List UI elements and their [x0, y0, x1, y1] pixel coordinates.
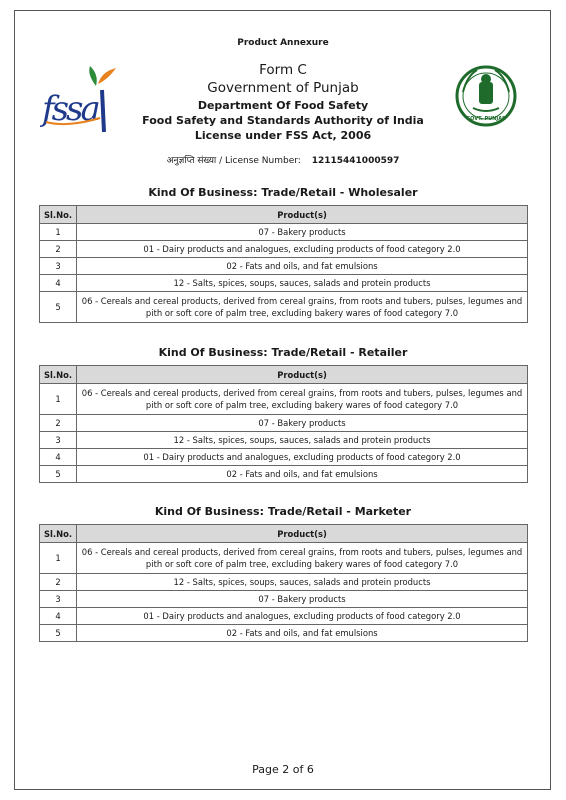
table-row: [40, 432, 528, 449]
row-product: 12 - Salts, spices, soups, sauces, salads and protein products: [77, 275, 528, 292]
table-row: [40, 591, 528, 608]
page-number: Page 2 of 6: [252, 763, 314, 776]
seal-text: GOVT. PUNJAB: [466, 116, 506, 122]
column-header-products: Product(s): [77, 525, 528, 543]
license-label: अनुज्ञप्ति संख्या / License Number:: [166, 156, 301, 166]
row-slno: 2: [40, 241, 77, 258]
table-row: [40, 543, 528, 574]
row-product: 12 - Salts, spices, soups, sauces, salads and protein products: [77, 574, 528, 591]
table-row: [40, 258, 528, 275]
department-title: Department Of Food Safety: [197, 99, 369, 112]
row-product: 01 - Dairy products and analogues, excluding products of food category 2.0: [77, 449, 528, 466]
row-slno: 1: [40, 543, 77, 574]
form-title: Form C: [259, 62, 307, 78]
column-header-slno: Sl.No.: [40, 366, 77, 384]
table-row: [40, 224, 528, 241]
row-product: 07 - Bakery products: [77, 415, 528, 432]
row-slno: 4: [40, 449, 77, 466]
row-product: 02 - Fats and oils, and fat emulsions: [77, 466, 528, 483]
license-number: 12115441000597: [311, 156, 400, 166]
row-product: 06 - Cereals and cereal products, derived from cereal grains, from roots and tubers, pulses, legumes and pith or soft core of palm tree, excluding bakery wares of food category 7.0: [77, 384, 528, 415]
section-title-retailer: Kind Of Business: Trade/Retail - Retailer: [158, 346, 408, 359]
column-header-slno: Sl.No.: [40, 206, 77, 224]
section-title-wholesaler: Kind Of Business: Trade/Retail - Wholesaler: [148, 186, 418, 199]
row-slno: 2: [40, 415, 77, 432]
column-header-slno: Sl.No.: [40, 525, 77, 543]
row-product: 07 - Bakery products: [77, 224, 528, 241]
table-row: [40, 275, 528, 292]
row-product: 01 - Dairy products and analogues, excluding products of food category 2.0: [77, 608, 528, 625]
row-slno: 3: [40, 258, 77, 275]
row-slno: 3: [40, 432, 77, 449]
row-product: 01 - Dairy products and analogues, excluding products of food category 2.0: [77, 241, 528, 258]
table-row: [40, 241, 528, 258]
column-header-products: Product(s): [77, 206, 528, 224]
table-header-row: [40, 525, 528, 543]
products-table-wholesaler: [39, 205, 528, 323]
products-table-marketer: [39, 524, 528, 642]
table-row: [40, 608, 528, 625]
row-slno: 1: [40, 384, 77, 415]
table-row: [40, 574, 528, 591]
row-slno: 3: [40, 591, 77, 608]
table-row: [40, 415, 528, 432]
row-slno: 5: [40, 625, 77, 642]
row-product: 07 - Bakery products: [77, 591, 528, 608]
row-slno: 1: [40, 224, 77, 241]
row-product: 06 - Cereals and cereal products, derived from cereal grains, from roots and tubers, pulses, legumes and pith or soft core of palm tree, excluding bakery wares of food category 7.0: [77, 543, 528, 574]
svg-text:fssa: fssa: [42, 89, 98, 129]
table-row: [40, 449, 528, 466]
row-product: 02 - Fats and oils, and fat emulsions: [77, 625, 528, 642]
column-header-products: Product(s): [77, 366, 528, 384]
row-product: 02 - Fats and oils, and fat emulsions: [77, 258, 528, 275]
table-row: [40, 292, 528, 323]
government-title: Government of Punjab: [207, 80, 359, 96]
row-slno: 4: [40, 275, 77, 292]
row-product: 06 - Cereals and cereal products, derived from cereal grains, from roots and tubers, pulses, legumes and pith or soft core of palm tree, excluding bakery wares of food category 7.0: [77, 292, 528, 323]
table-row: [40, 384, 528, 415]
section-title-marketer: Kind Of Business: Trade/Retail - Marketer: [154, 505, 412, 518]
table-header-row: [40, 366, 528, 384]
license-line: [0, 153, 566, 166]
row-slno: 2: [40, 574, 77, 591]
table-header-row: [40, 206, 528, 224]
row-product: 12 - Salts, spices, soups, sauces, salads and protein products: [77, 432, 528, 449]
act-title: License under FSS Act, 2006: [194, 129, 372, 142]
table-row: [40, 625, 528, 642]
table-row: [40, 466, 528, 483]
row-slno: 4: [40, 608, 77, 625]
row-slno: 5: [40, 466, 77, 483]
authority-title: Food Safety and Standards Authority of India: [142, 114, 424, 127]
products-table-retailer: [39, 365, 528, 483]
annexure-title: Product Annexure: [237, 38, 329, 48]
row-slno: 5: [40, 292, 77, 323]
